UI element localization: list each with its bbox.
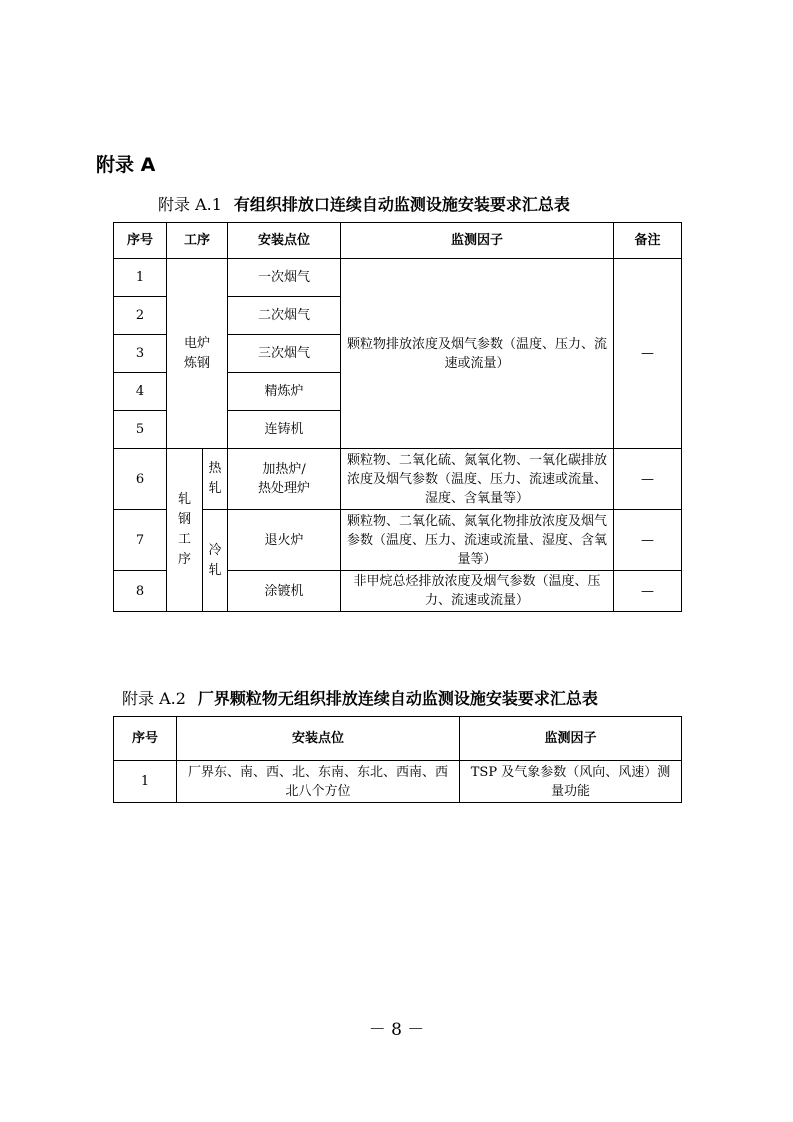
row-number: 3 — [114, 335, 167, 373]
row-number: 8 — [114, 571, 167, 612]
table1-header-factor: 监测因子 — [341, 223, 614, 259]
table2-header-row — [114, 717, 682, 761]
row-number: 1 — [114, 761, 177, 803]
row-number: 5 — [114, 411, 167, 449]
install-location: 厂界东、南、西、北、东南、东北、西南、西北八个方位 — [177, 761, 460, 803]
row-number: 2 — [114, 297, 167, 335]
table1-caption-number: 附录 A.1 — [158, 195, 222, 214]
install-location: 三次烟气 — [228, 335, 341, 373]
table1-header-remark: 备注 — [614, 223, 682, 259]
row-number: 6 — [114, 449, 167, 510]
install-location: 二次烟气 — [228, 297, 341, 335]
table-row — [114, 449, 682, 510]
monitoring-factor: 颗粒物、二氧化硫、氮氧化物排放浓度及烟气参数（温度、压力、流速或流量、湿度、含氧量等） — [341, 510, 614, 571]
remark: — — [614, 449, 682, 510]
table2 — [113, 716, 682, 803]
table2-caption-text: 厂界颗粒物无组织排放连续自动监测设施安装要求汇总表 — [197, 689, 598, 708]
appendix-heading: 附录 A — [96, 154, 156, 176]
table-row — [114, 259, 682, 297]
install-location: 加热炉/ 热处理炉 — [228, 449, 341, 510]
table2-caption — [122, 686, 598, 709]
table1-caption-text: 有组织排放口连续自动监测设施安装要求汇总表 — [233, 195, 570, 214]
remark: — — [614, 510, 682, 571]
table1-header-no: 序号 — [114, 223, 167, 259]
install-location: 连铸机 — [228, 411, 341, 449]
page-number: － 8 － — [368, 1020, 425, 1040]
table2-header-no: 序号 — [114, 717, 177, 761]
row-number: 4 — [114, 373, 167, 411]
row-number: 1 — [114, 259, 167, 297]
row-number: 7 — [114, 510, 167, 571]
group-monitoring-factor: 颗粒物排放浓度及烟气参数（温度、压力、流速或流量） — [341, 259, 614, 449]
table1-header-location: 安装点位 — [228, 223, 341, 259]
subprocess-hot-rolling: 热 轧 — [203, 449, 228, 510]
table1-header-process: 工序 — [167, 223, 228, 259]
monitoring-factor: 非甲烷总烃排放浓度及烟气参数（温度、压力、流速或流量） — [341, 571, 614, 612]
remark: — — [614, 571, 682, 612]
install-location: 精炼炉 — [228, 373, 341, 411]
table-row — [114, 761, 682, 803]
monitoring-factor: 颗粒物、二氧化硫、氮氧化物、一氧化碳排放浓度及烟气参数（温度、压力、流速或流量、湿度、含氧量等） — [341, 449, 614, 510]
group-remark: — — [614, 259, 682, 449]
monitoring-factor: TSP 及气象参数（风向、风速）测量功能 — [460, 761, 682, 803]
install-location: 涂镀机 — [228, 571, 341, 612]
install-location: 一次烟气 — [228, 259, 341, 297]
table1-header-row — [114, 223, 682, 259]
table2-header-location: 安装点位 — [177, 717, 460, 761]
process-rolling: 轧 钢 工 序 — [167, 449, 203, 612]
table1 — [113, 222, 682, 612]
process-electric-furnace: 电炉 炼钢 — [167, 259, 228, 449]
table1-caption — [158, 192, 570, 215]
subprocess-cold-rolling: 冷 轧 — [203, 510, 228, 612]
table2-header-factor: 监测因子 — [460, 717, 682, 761]
install-location: 退火炉 — [228, 510, 341, 571]
table2-caption-number: 附录 A.2 — [122, 689, 186, 708]
